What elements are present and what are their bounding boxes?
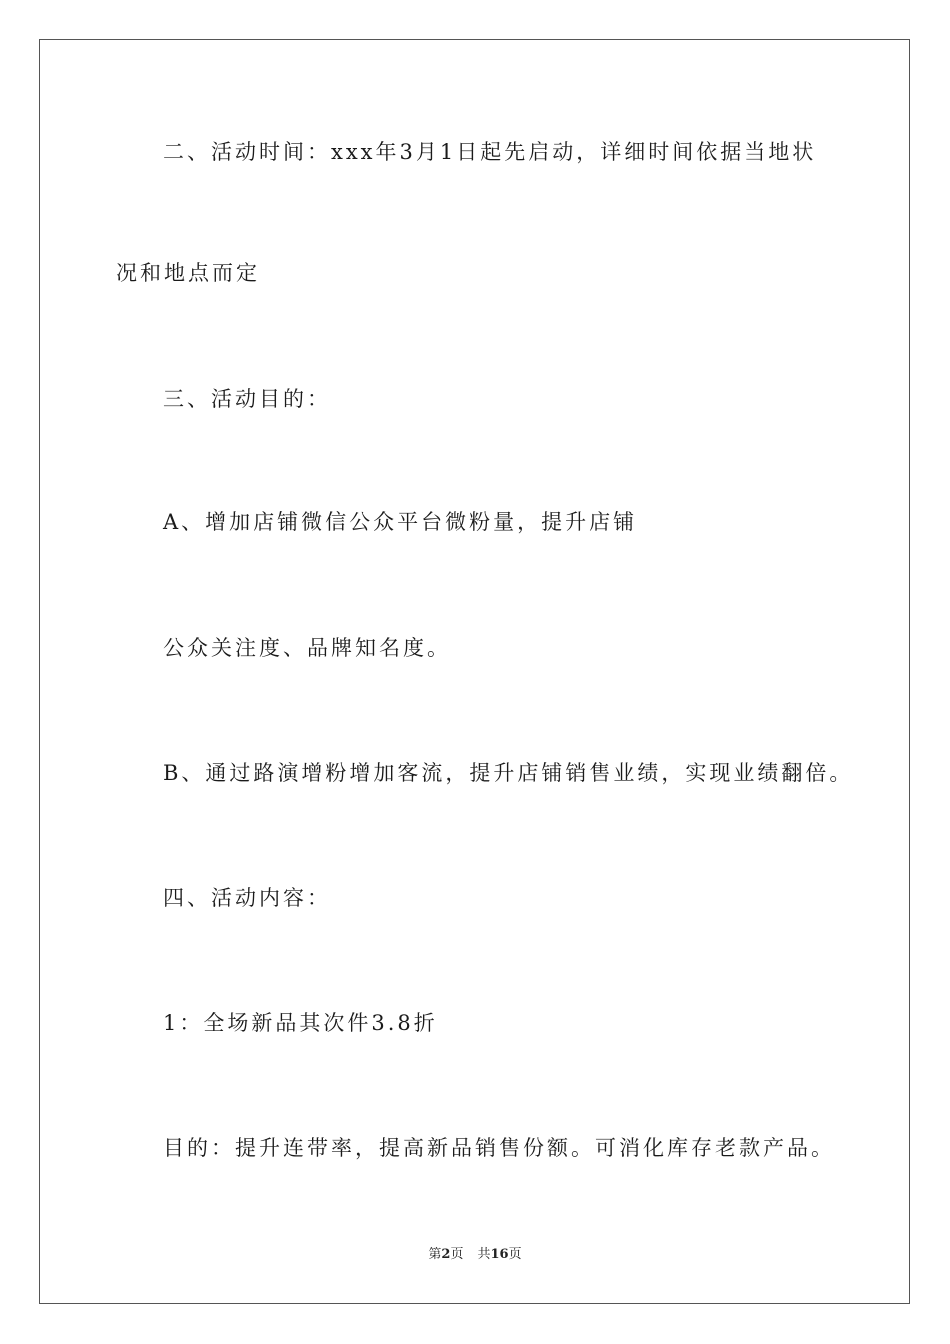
total-prefix: 共 bbox=[477, 1247, 491, 1262]
purpose-item-a-continued: 公众关注度、品牌知名度。 bbox=[163, 636, 451, 660]
page-border bbox=[39, 39, 910, 1304]
purpose-item-a: A、增加店铺微信公众平台微粉量，提升店铺 bbox=[163, 510, 638, 534]
total-suffix: 页 bbox=[508, 1247, 522, 1262]
paragraph-line-1: 二、活动时间：xxx年3月1日起先启动，详细时间依据当地状 bbox=[163, 140, 817, 164]
section-heading-purpose: 三、活动目的： bbox=[163, 387, 331, 411]
content-item-1: 1：全场新品其次件3.8折 bbox=[163, 1011, 438, 1035]
page-number: 2 bbox=[441, 1247, 451, 1262]
page-suffix: 页 bbox=[450, 1247, 464, 1262]
page-footer bbox=[0, 1245, 950, 1265]
section-heading-content: 四、活动内容： bbox=[163, 886, 331, 910]
purpose-item-b: B、通过路演增粉增加客流，提升店铺销售业绩，实现业绩翻倍。 bbox=[163, 761, 854, 785]
content-item-1-purpose: 目的：提升连带率，提高新品销售份额。可消化库存老款产品。 bbox=[163, 1136, 835, 1160]
total-pages: 16 bbox=[490, 1247, 509, 1262]
paragraph-line-2: 况和地点而定 bbox=[116, 261, 260, 285]
page-prefix: 第 bbox=[428, 1247, 442, 1262]
